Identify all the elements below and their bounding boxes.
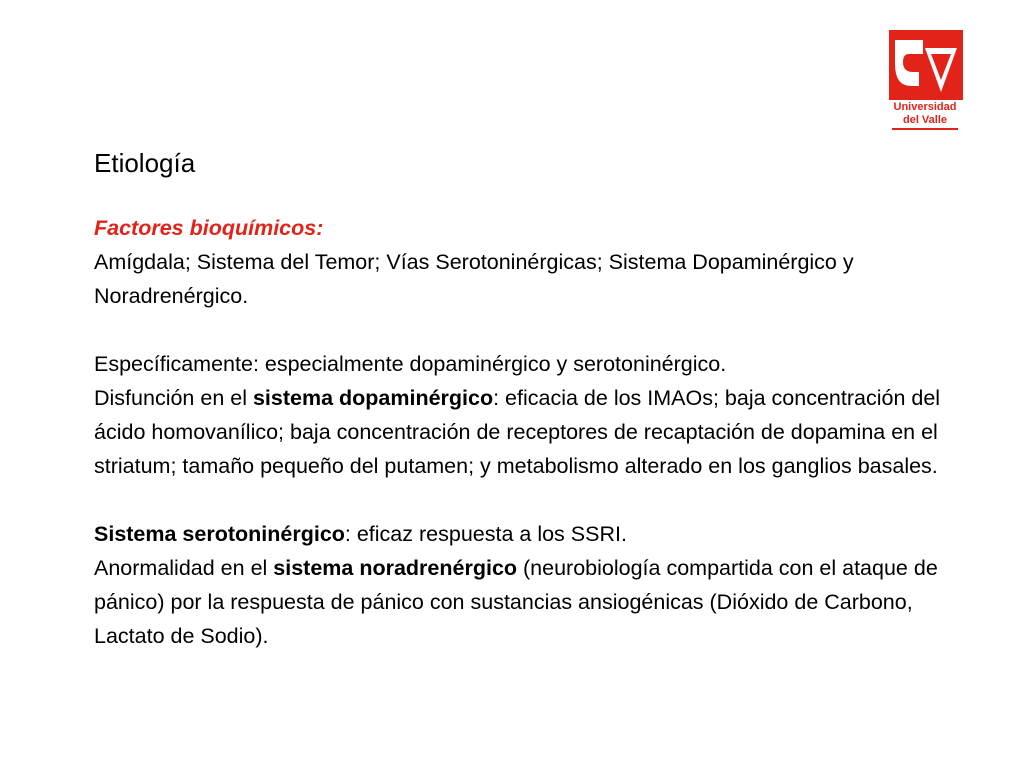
logo-line-1: Universidad <box>893 101 957 113</box>
noradrenaline-term: sistema noradrenérgico <box>273 556 518 580</box>
intro-paragraph: Amígdala; Sistema del Temor; Vías Serotoninérgicas; Sistema Dopaminérgico y Noradrenérgico. <box>94 250 854 308</box>
noradrenaline-paragraph <box>94 551 974 653</box>
specific-paragraph: Específicamente: especialmente dopaminérgico y serotoninérgico. <box>94 352 727 376</box>
logo-line-2: del Valle <box>892 114 958 130</box>
noradrenaline-detail: (neurobiología compartida con el ataque de pánico) por la respuesta de pánico con sustancias ansiogénicas (Dióxido de Carbono, Lactato de Sodio). <box>94 556 938 648</box>
dopamine-detail: : eficacia de los IMAOs; baja concentración del ácido homovanílico; baja concentración de receptores de recaptación de dopamina en el striatum; tamaño pequeño del putamen; y metabolismo alterado en los ganglios basales. <box>94 386 941 478</box>
noradrenaline-prefix: Anormalidad en el <box>94 556 274 580</box>
serotonin-paragraph <box>94 517 974 551</box>
dopamine-term: sistema dopaminérgico <box>252 386 494 410</box>
logo-text <box>886 101 964 130</box>
serotonin-detail: : eficaz respuesta a los SSRI. <box>344 522 627 546</box>
slide-subtitle: Factores bioquímicos: <box>94 216 324 240</box>
slide-title: Etiología <box>94 148 196 178</box>
dopamine-prefix: Disfunción en el <box>94 386 253 410</box>
universidad-del-valle-logo-icon <box>889 30 963 100</box>
dopamine-paragraph <box>94 381 974 483</box>
university-logo <box>886 30 964 134</box>
serotonin-term: Sistema serotoninérgico <box>94 522 345 546</box>
slide-content <box>94 143 974 653</box>
